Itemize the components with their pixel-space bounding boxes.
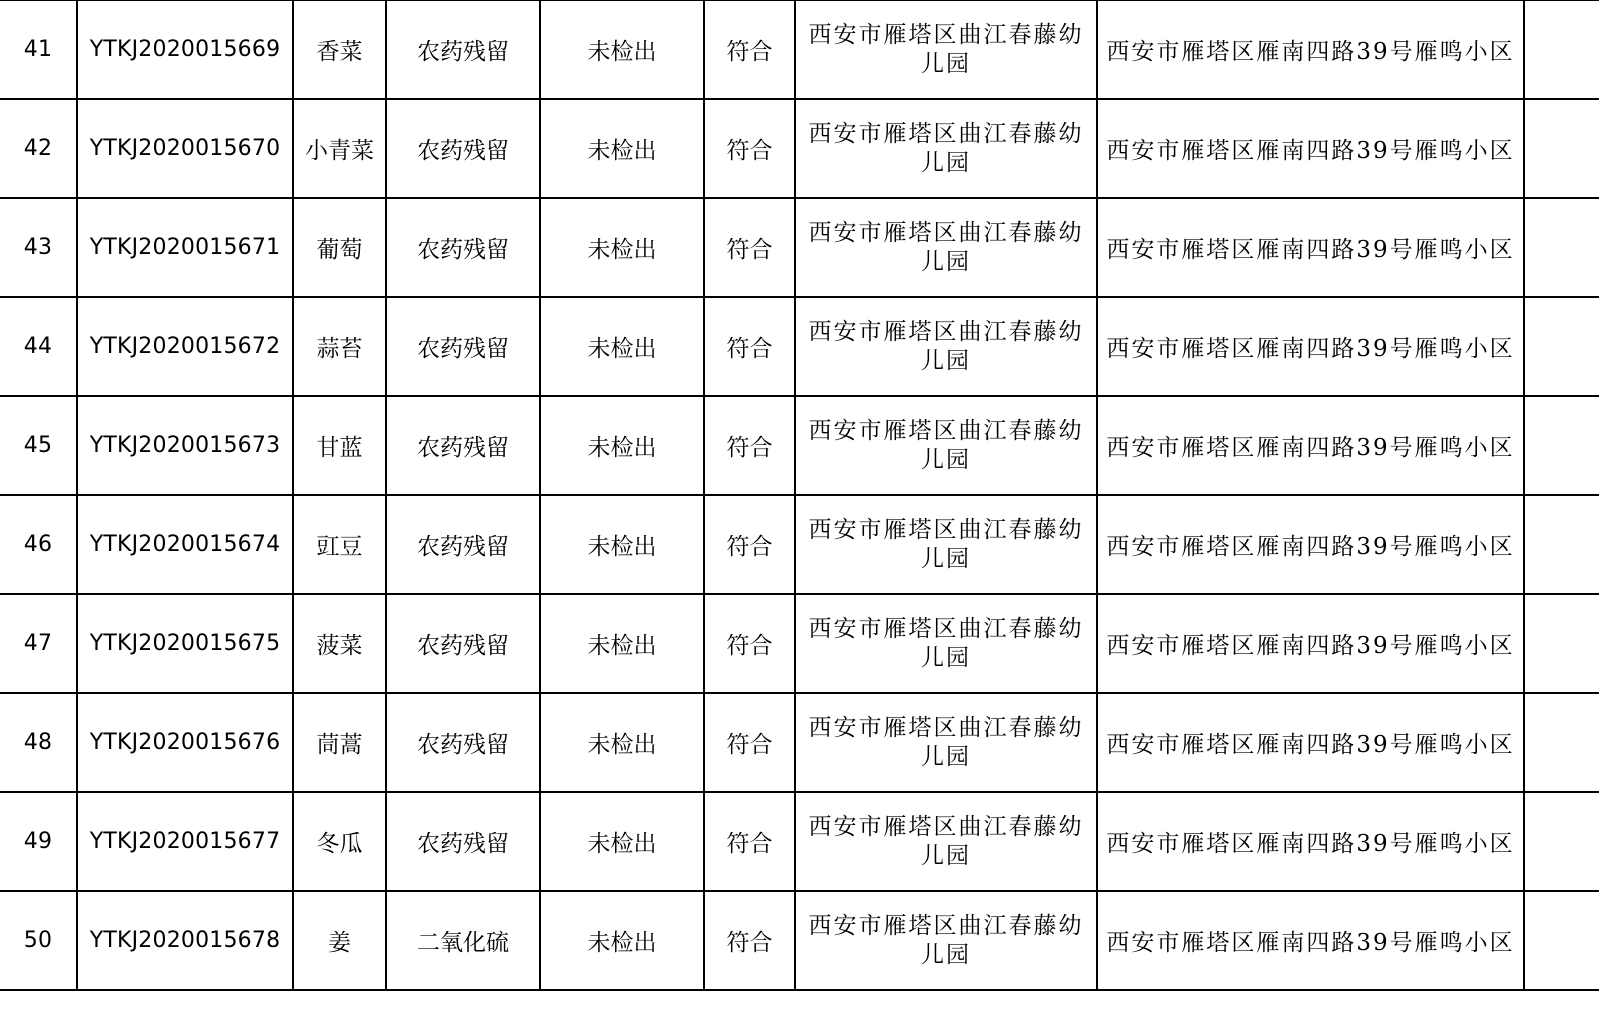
row-number-cell: 46: [0, 495, 77, 594]
unit-name-text: 西安市雁塔区曲江春藤幼儿园: [808, 813, 1084, 869]
unit-address-cell: 西安市雁塔区雁南四路39号雁鸣小区: [1097, 198, 1524, 297]
sample-name-cell: 菠菜: [293, 594, 386, 693]
verdict-cell: 符合: [704, 495, 795, 594]
unit-name-text: 西安市雁塔区曲江春藤幼儿园: [808, 516, 1084, 572]
row-number-cell: 42: [0, 99, 77, 198]
sample-code-cell: YTKJ2020015669: [77, 0, 293, 99]
test-result-cell: 未检出: [540, 99, 704, 198]
unit-name-cell: [795, 594, 1097, 693]
row-number-cell: 48: [0, 693, 77, 792]
test-item-cell: 农药残留: [386, 0, 540, 99]
remark-cell: [1524, 396, 1599, 495]
test-result-cell: 未检出: [540, 198, 704, 297]
verdict-cell: 符合: [704, 693, 795, 792]
unit-address-cell: 西安市雁塔区雁南四路39号雁鸣小区: [1097, 99, 1524, 198]
unit-address-cell: 西安市雁塔区雁南四路39号雁鸣小区: [1097, 396, 1524, 495]
sample-code-cell: YTKJ2020015671: [77, 198, 293, 297]
row-number-cell: 41: [0, 0, 77, 99]
sample-name-cell: 茼蒿: [293, 693, 386, 792]
sample-name-cell: 甘蓝: [293, 396, 386, 495]
table-row: [0, 693, 1599, 792]
sample-name-cell: 香菜: [293, 0, 386, 99]
remark-cell: [1524, 891, 1599, 990]
unit-name-text: 西安市雁塔区曲江春藤幼儿园: [808, 912, 1084, 968]
sample-code-cell: YTKJ2020015678: [77, 891, 293, 990]
verdict-cell: 符合: [704, 198, 795, 297]
unit-name-text: 西安市雁塔区曲江春藤幼儿园: [808, 714, 1084, 770]
row-number-cell: 44: [0, 297, 77, 396]
sample-code-cell: YTKJ2020015676: [77, 693, 293, 792]
table-row: [0, 594, 1599, 693]
table-row: [0, 297, 1599, 396]
remark-cell: [1524, 792, 1599, 891]
sample-code-cell: YTKJ2020015670: [77, 99, 293, 198]
table-row: [0, 0, 1599, 99]
test-result-cell: 未检出: [540, 0, 704, 99]
remark-cell: [1524, 99, 1599, 198]
unit-address-cell: 西安市雁塔区雁南四路39号雁鸣小区: [1097, 594, 1524, 693]
sample-name-cell: 姜: [293, 891, 386, 990]
test-item-cell: 农药残留: [386, 693, 540, 792]
unit-name-cell: [795, 891, 1097, 990]
unit-name-text: 西安市雁塔区曲江春藤幼儿园: [808, 120, 1084, 176]
table-row: [0, 891, 1599, 990]
unit-address-cell: 西安市雁塔区雁南四路39号雁鸣小区: [1097, 297, 1524, 396]
remark-cell: [1524, 0, 1599, 99]
unit-name-text: 西安市雁塔区曲江春藤幼儿园: [808, 615, 1084, 671]
unit-address-cell: 西安市雁塔区雁南四路39号雁鸣小区: [1097, 0, 1524, 99]
unit-name-cell: [795, 99, 1097, 198]
sample-name-cell: 葡萄: [293, 198, 386, 297]
row-number-cell: 47: [0, 594, 77, 693]
test-item-cell: 农药残留: [386, 198, 540, 297]
unit-name-cell: [795, 792, 1097, 891]
test-result-cell: 未检出: [540, 495, 704, 594]
sample-name-cell: 蒜苔: [293, 297, 386, 396]
test-result-cell: 未检出: [540, 891, 704, 990]
unit-name-cell: [795, 297, 1097, 396]
test-result-cell: 未检出: [540, 297, 704, 396]
test-item-cell: 农药残留: [386, 297, 540, 396]
test-item-cell: 农药残留: [386, 99, 540, 198]
unit-address-cell: 西安市雁塔区雁南四路39号雁鸣小区: [1097, 693, 1524, 792]
test-item-cell: 农药残留: [386, 594, 540, 693]
sample-name-cell: 冬瓜: [293, 792, 386, 891]
unit-name-cell: [795, 198, 1097, 297]
test-result-cell: 未检出: [540, 693, 704, 792]
table-row: [0, 495, 1599, 594]
remark-cell: [1524, 495, 1599, 594]
unit-name-cell: [795, 693, 1097, 792]
unit-name-text: 西安市雁塔区曲江春藤幼儿园: [808, 318, 1084, 374]
row-number-cell: 45: [0, 396, 77, 495]
unit-name-text: 西安市雁塔区曲江春藤幼儿园: [808, 417, 1084, 473]
remark-cell: [1524, 297, 1599, 396]
remark-cell: [1524, 693, 1599, 792]
unit-name-text: 西安市雁塔区曲江春藤幼儿园: [808, 21, 1084, 77]
verdict-cell: 符合: [704, 891, 795, 990]
table-row: [0, 396, 1599, 495]
sample-code-cell: YTKJ2020015673: [77, 396, 293, 495]
row-number-cell: 50: [0, 891, 77, 990]
unit-address-cell: 西安市雁塔区雁南四路39号雁鸣小区: [1097, 891, 1524, 990]
unit-name-cell: [795, 495, 1097, 594]
unit-name-cell: [795, 396, 1097, 495]
unit-address-cell: 西安市雁塔区雁南四路39号雁鸣小区: [1097, 495, 1524, 594]
verdict-cell: 符合: [704, 99, 795, 198]
test-result-cell: 未检出: [540, 396, 704, 495]
verdict-cell: 符合: [704, 594, 795, 693]
verdict-cell: 符合: [704, 297, 795, 396]
sample-code-cell: YTKJ2020015674: [77, 495, 293, 594]
test-result-cell: 未检出: [540, 792, 704, 891]
row-number-cell: 43: [0, 198, 77, 297]
row-number-cell: 49: [0, 792, 77, 891]
unit-address-cell: 西安市雁塔区雁南四路39号雁鸣小区: [1097, 792, 1524, 891]
test-item-cell: 二氧化硫: [386, 891, 540, 990]
verdict-cell: 符合: [704, 396, 795, 495]
verdict-cell: 符合: [704, 792, 795, 891]
sample-code-cell: YTKJ2020015677: [77, 792, 293, 891]
test-result-cell: 未检出: [540, 594, 704, 693]
test-item-cell: 农药残留: [386, 396, 540, 495]
sample-code-cell: YTKJ2020015672: [77, 297, 293, 396]
table-row: [0, 198, 1599, 297]
remark-cell: [1524, 594, 1599, 693]
verdict-cell: 符合: [704, 0, 795, 99]
remark-cell: [1524, 198, 1599, 297]
test-item-cell: 农药残留: [386, 495, 540, 594]
unit-name-text: 西安市雁塔区曲江春藤幼儿园: [808, 219, 1084, 275]
sample-name-cell: 豇豆: [293, 495, 386, 594]
unit-name-cell: [795, 0, 1097, 99]
table-row: [0, 792, 1599, 891]
test-item-cell: 农药残留: [386, 792, 540, 891]
sample-code-cell: YTKJ2020015675: [77, 594, 293, 693]
table-row: [0, 99, 1599, 198]
sample-name-cell: 小青菜: [293, 99, 386, 198]
